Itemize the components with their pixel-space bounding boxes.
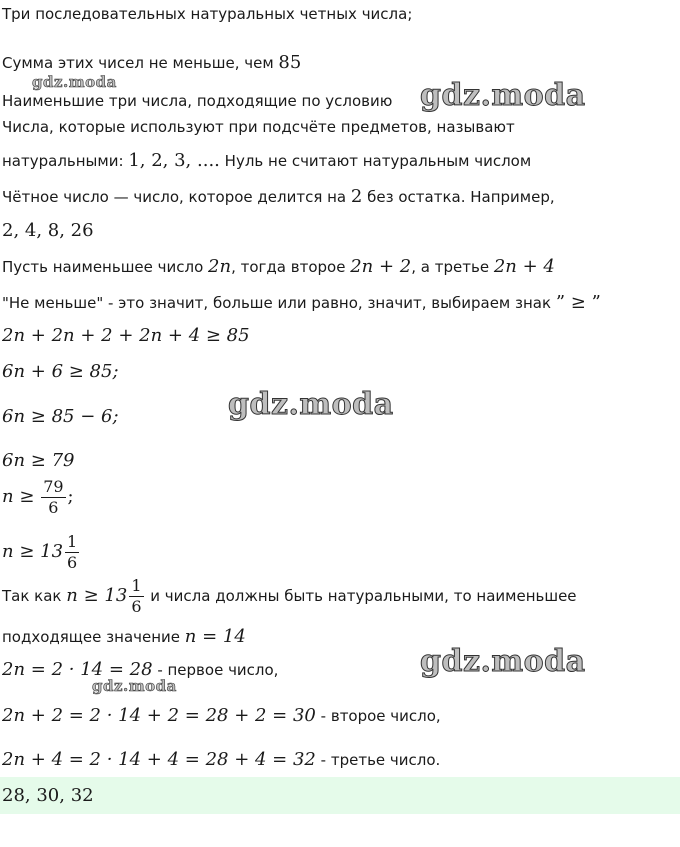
inequality-5 [2,477,74,518]
fraction [65,532,79,573]
tail: - третье число. [320,751,441,769]
math-2: 2n + 2 [350,256,412,277]
math: 2n + 2n + 2 + 2n + 4 ≥ 85 [2,325,250,346]
text: Числа, которые используют при подсчёте предметов, называют [2,118,515,136]
inequality-3 [2,407,119,427]
text: натуральными: [2,152,124,170]
math: ” ≥ ” [555,292,601,313]
definition-line-2 [2,151,531,171]
answer-box [0,777,680,814]
denominator: 6 [48,498,59,517]
third-number-line [2,750,440,770]
tail: и числа должны быть натуральными, то наименьшее [150,587,577,605]
text: Пусть наименьшее число [2,258,204,276]
sign-explanation [2,293,601,313]
definition-line-1 [2,117,515,137]
tail: без остатка. Например, [367,188,555,206]
math: 1, 2, 3, .... [128,150,220,171]
denominator: 6 [131,597,142,616]
mid: , тогда второе [231,258,346,276]
math: 6n ≥ 79 [2,450,75,471]
math-pre: n ≥ 13 [2,541,64,562]
text: Так как [2,587,62,605]
text: Наименьшие три числа, подходящие по условию [2,92,393,110]
math: 2n + 4 = 2 · 14 + 4 = 28 + 4 = 32 [2,749,316,770]
math-pre: n ≥ [2,486,35,507]
math: 6n + 6 ≥ 85; [2,361,119,382]
watermark-logo: gdz.moda [228,387,394,422]
math: 2n = 2 · 14 = 28 [2,659,153,680]
math: 2n + 2 = 2 · 14 + 2 = 28 + 2 = 30 [2,705,316,726]
math: 6n ≥ 85 − 6; [2,406,119,427]
math-1: 2n [208,256,232,277]
text: Сумма этих чисел не меньше, чем [2,54,274,72]
math-3: 2n + 4 [493,256,555,277]
watermark-logo: gdz.moda [420,78,586,113]
text: подходящее значение [2,628,181,646]
fraction [129,576,143,617]
fraction [41,477,65,518]
tail: Нуль не считают натуральным числом [224,152,532,170]
answer-text: 28, 30, 32 [2,785,94,806]
conclusion-line-1 [2,576,577,617]
tail: - первое число, [157,661,279,679]
numerator: 1 [131,576,142,595]
math: 85 [278,52,302,73]
statement-line-1 [2,4,412,24]
even-examples [2,221,94,241]
mid2: , а третье [411,258,490,276]
inequality-1 [2,326,250,346]
math-pre: n ≥ 13 [66,585,128,606]
inequality-2 [2,362,119,382]
inequality-4 [2,451,74,471]
text: Чётное число — число, которое делится на [2,188,347,206]
math: 2 [350,186,363,207]
statement-line-3 [2,91,392,111]
tail: - второе число, [320,707,441,725]
numerator: 1 [67,532,78,551]
numerator: 79 [43,477,64,496]
text: "Не меньше" - это значит, больше или равно, значит, выбираем знак [2,294,552,312]
math-post: ; [67,486,74,507]
statement-line-2 [2,53,301,73]
watermark-logo: gdz.moda [420,644,586,679]
conclusion-line-2 [2,627,246,647]
text: Три последовательных натуральных четных числа; [2,5,413,23]
assumption-line [2,257,555,277]
denominator: 6 [67,553,78,572]
watermark-logo: gdz.moda [32,73,117,91]
second-number-line [2,706,441,726]
even-definition-line [2,187,555,207]
inequality-6 [2,532,81,573]
watermark-logo: gdz.moda [92,677,177,695]
math: n = 14 [184,626,246,647]
math: 2, 4, 8, 26 [2,220,94,241]
